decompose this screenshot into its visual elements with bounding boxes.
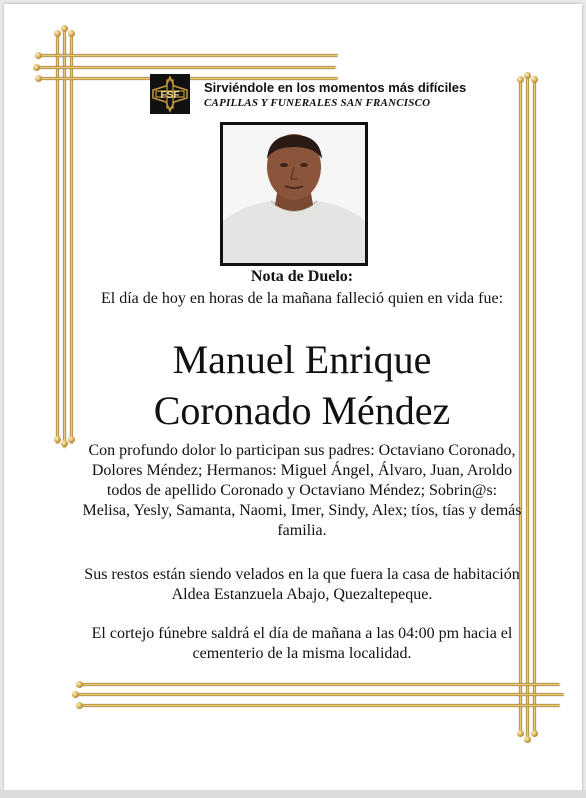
page-bottom-strip bbox=[0, 790, 586, 798]
deceased-name bbox=[60, 334, 544, 436]
header-company-name: CAPILLAS Y FUNERALES SAN FRANCISCO bbox=[204, 97, 431, 109]
wake-location-paragraph: Sus restos están siendo velados en la que fuera la casa de habitación Aldea Estanzuela Abajo, Quezaltepeque. bbox=[84, 566, 520, 603]
funeral-procession-paragraph: El cortejo fúnebre saldrá el día de mañana a las 04:00 pm hacia el cementerio de la misma localidad. bbox=[91, 625, 513, 662]
deceased-name-line2: Coronado Méndez bbox=[153, 388, 451, 433]
header-tagline: Sirviéndole en los momentos más difíciles bbox=[204, 80, 467, 95]
funeral-home-logo bbox=[150, 74, 190, 114]
family-paragraph: Con profundo dolor lo participan sus padres: Octaviano Coronado, Dolores Méndez; Hermanos: Miguel Ángel, Álvaro, Juan, Aroldo todos de apellido Coronado y Octaviano Méndez; Sobrin@s: Melisa, Yesly, Samanta, Naomi, Imer, Sindy, Alex; tíos, tías y demás familia. bbox=[82, 442, 522, 539]
notice-intro: El día de hoy en horas de la mañana falleció quien en vida fue: bbox=[100, 290, 504, 307]
deceased-name-line1: Manuel Enrique bbox=[172, 337, 432, 382]
notice-title: Nota de Duelo: bbox=[250, 268, 354, 285]
deceased-photo bbox=[220, 122, 368, 266]
cross-logo-icon bbox=[150, 74, 190, 114]
logo-letters: FSF bbox=[160, 90, 180, 101]
portrait-image bbox=[223, 125, 365, 263]
